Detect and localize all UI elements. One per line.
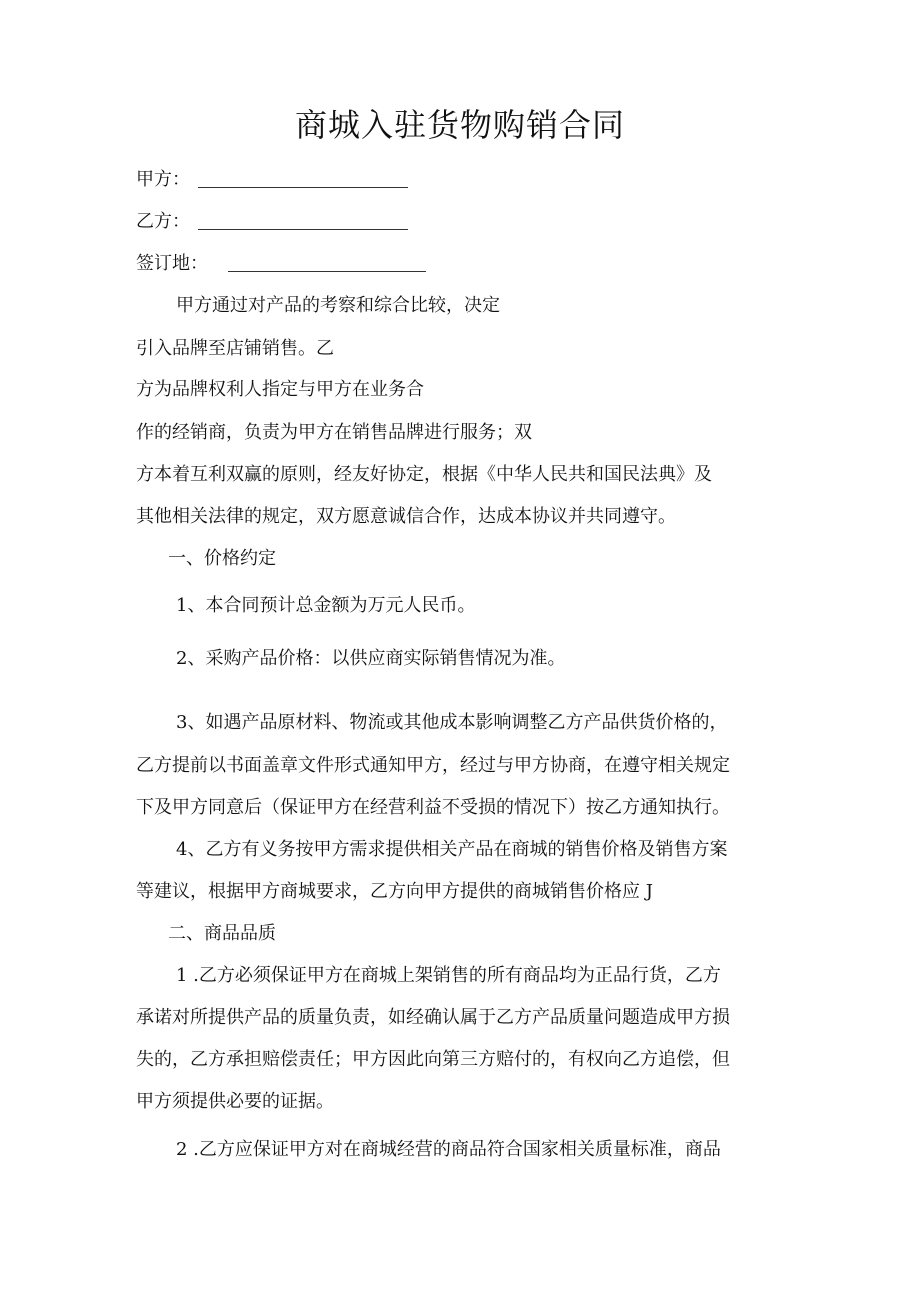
body-line: 甲方通过对产品的考察和综合比较，决定 — [176, 295, 500, 316]
body-line: 作的经销商，负责为甲方在销售品牌进行服务；双 — [136, 422, 532, 443]
body-line: 其他相关法律的规定，双方愿意诚信合作，达成本协议并共同遵守。 — [136, 506, 676, 527]
signing-place-label: 签订地： — [136, 253, 208, 274]
body-line: 1 .乙方必须保证甲方在商城上架销售的所有商品均为正品行货，乙方 — [176, 965, 721, 986]
body-line: 4、乙方有义务按甲方需求提供相关产品在商城的销售价格及销售方案 — [176, 839, 728, 860]
signing-place-blank[interactable] — [228, 271, 426, 272]
body-line: 2、采购产品价格：以供应商实际销售情况为准。 — [176, 648, 566, 669]
party-b-label: 乙方： — [136, 211, 190, 232]
body-line: 2 .乙方应保证甲方对在商城经营的商品符合国家相关质量标准，商品 — [176, 1139, 721, 1160]
body-line: 承诺对所提供产品的质量负责，如经确认属于乙方产品质量问题造成甲方损 — [136, 1007, 730, 1028]
body-line: 3、如遇产品原材料、物流或其他成本影响调整乙方产品供货价格的， — [176, 712, 728, 733]
body-line: 失的，乙方承担赔偿责任；甲方因此向第三方赔付的，有权向乙方追偿，但 — [136, 1049, 730, 1070]
body-line: 引入品牌至店铺销售。乙 — [136, 338, 334, 359]
body-line: 方为品牌权利人指定与甲方在业务合 — [136, 379, 424, 400]
section-heading-price: 一、价格约定 — [168, 548, 276, 569]
party-a-blank[interactable] — [198, 187, 408, 188]
body-line: 方本着互利双赢的原则，经友好协定，根据《中华人民共和国民法典》及 — [136, 464, 712, 485]
body-line: 乙方提前以书面盖章文件形式通知甲方，经过与甲方协商，在遵守相关规定 — [136, 755, 730, 776]
party-a-label: 甲方： — [136, 169, 190, 190]
body-line: 等建议，根据甲方商城要求，乙方向甲方提供的商城销售价格应 J — [136, 881, 653, 902]
party-b-blank[interactable] — [198, 229, 408, 230]
document-title: 商城入驻货物购销合同 — [294, 106, 625, 144]
body-line: 下及甲方同意后（保证甲方在经营利益不受损的情况下）按乙方通知执行。 — [136, 797, 730, 818]
body-line: 甲方须提供必要的证据。 — [136, 1091, 334, 1112]
section-heading-quality: 二、商品品质 — [168, 923, 276, 944]
body-line: 1、本合同预计总金额为万元人民币。 — [176, 595, 476, 616]
